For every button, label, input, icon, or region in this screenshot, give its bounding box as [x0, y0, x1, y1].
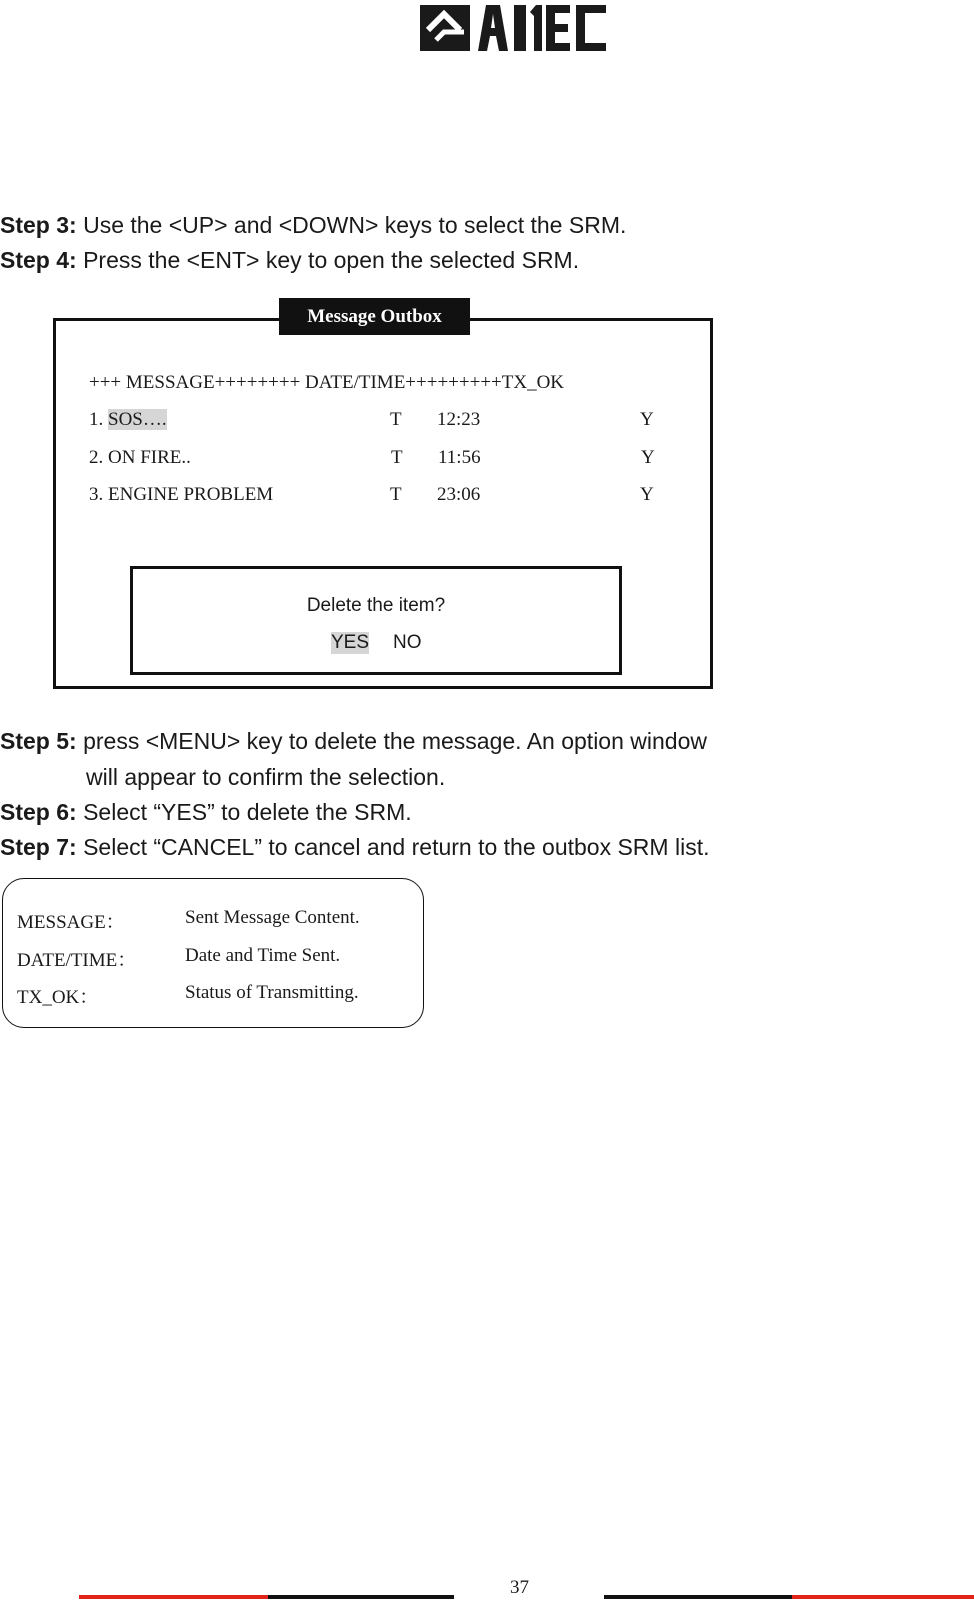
step-5-text-continued: will appear to confirm the selection.	[86, 764, 446, 790]
step-3	[0, 208, 626, 242]
legend-term-message: MESSAGE：	[17, 912, 125, 933]
legend-term-txok: TX_OK：	[17, 987, 99, 1008]
legend-desc-message: Sent Message Content.	[185, 907, 360, 928]
row-message: ON FIRE..	[108, 447, 191, 468]
row-number: 1.	[89, 409, 104, 430]
row-tx-ok: Y	[640, 484, 654, 505]
step-5	[0, 724, 707, 758]
step-7	[0, 830, 709, 864]
yes-option[interactable]: YES	[331, 632, 370, 653]
footer-bar-red-left	[79, 1595, 268, 1599]
step-4	[0, 243, 579, 277]
legend-desc-datetime: Date and Time Sent.	[185, 945, 341, 966]
no-option[interactable]: NO	[393, 632, 422, 653]
footer-bar-red-right	[792, 1595, 974, 1599]
row-time: 11:56	[438, 447, 481, 468]
row-number: 2.	[89, 447, 104, 468]
row-number: 3.	[89, 484, 104, 505]
page-number: 37	[510, 1577, 529, 1598]
amec-logo	[420, 2, 606, 54]
outbox-row-3[interactable]	[89, 484, 273, 506]
step-7-label: Step 7:	[0, 834, 77, 860]
outbox-title: Message Outbox	[279, 298, 470, 335]
row-message-selected: SOS….	[108, 409, 167, 430]
footer-bar-black-right	[604, 1595, 792, 1599]
step-4-label: Step 4:	[0, 247, 77, 273]
step-6-text: Select “YES” to delete the SRM.	[76, 799, 412, 825]
footer-bar-black-left	[268, 1595, 454, 1599]
row-date: T	[391, 447, 403, 468]
step-4-text: Press the <ENT> key to open the selected SRM.	[76, 247, 580, 273]
step-6	[0, 795, 412, 829]
row-time: 23:06	[437, 484, 481, 505]
outbox-row-2[interactable]	[89, 447, 191, 469]
delete-confirm-dialog	[130, 566, 622, 675]
outbox-header-row: +++ MESSAGE++++++++ DATE/TIME+++++++++TX_OK	[89, 372, 565, 393]
legend-term-datetime: DATE/TIME：	[17, 950, 137, 971]
step-6-label: Step 6:	[0, 799, 77, 825]
row-date: T	[390, 409, 402, 430]
row-tx-ok: Y	[641, 447, 655, 468]
delete-confirm-question: Delete the item?	[306, 595, 446, 616]
row-time: 12:23	[437, 409, 481, 430]
row-date: T	[390, 484, 402, 505]
legend-desc-txok: Status of Transmitting.	[185, 982, 359, 1003]
step-5-label: Step 5:	[0, 728, 77, 754]
outbox-row-1[interactable]	[89, 409, 167, 431]
step-3-text: Use the <UP> and <DOWN> keys to select the SRM.	[76, 212, 627, 238]
row-tx-ok: Y	[640, 409, 654, 430]
step-5-text: press <MENU> key to delete the message. An option window	[76, 728, 707, 754]
step-7-text: Select “CANCEL” to cancel and return to the outbox SRM list.	[76, 834, 710, 860]
step-3-label: Step 3:	[0, 212, 77, 238]
row-message: ENGINE PROBLEM	[108, 484, 274, 505]
step-5-continued	[86, 760, 445, 794]
